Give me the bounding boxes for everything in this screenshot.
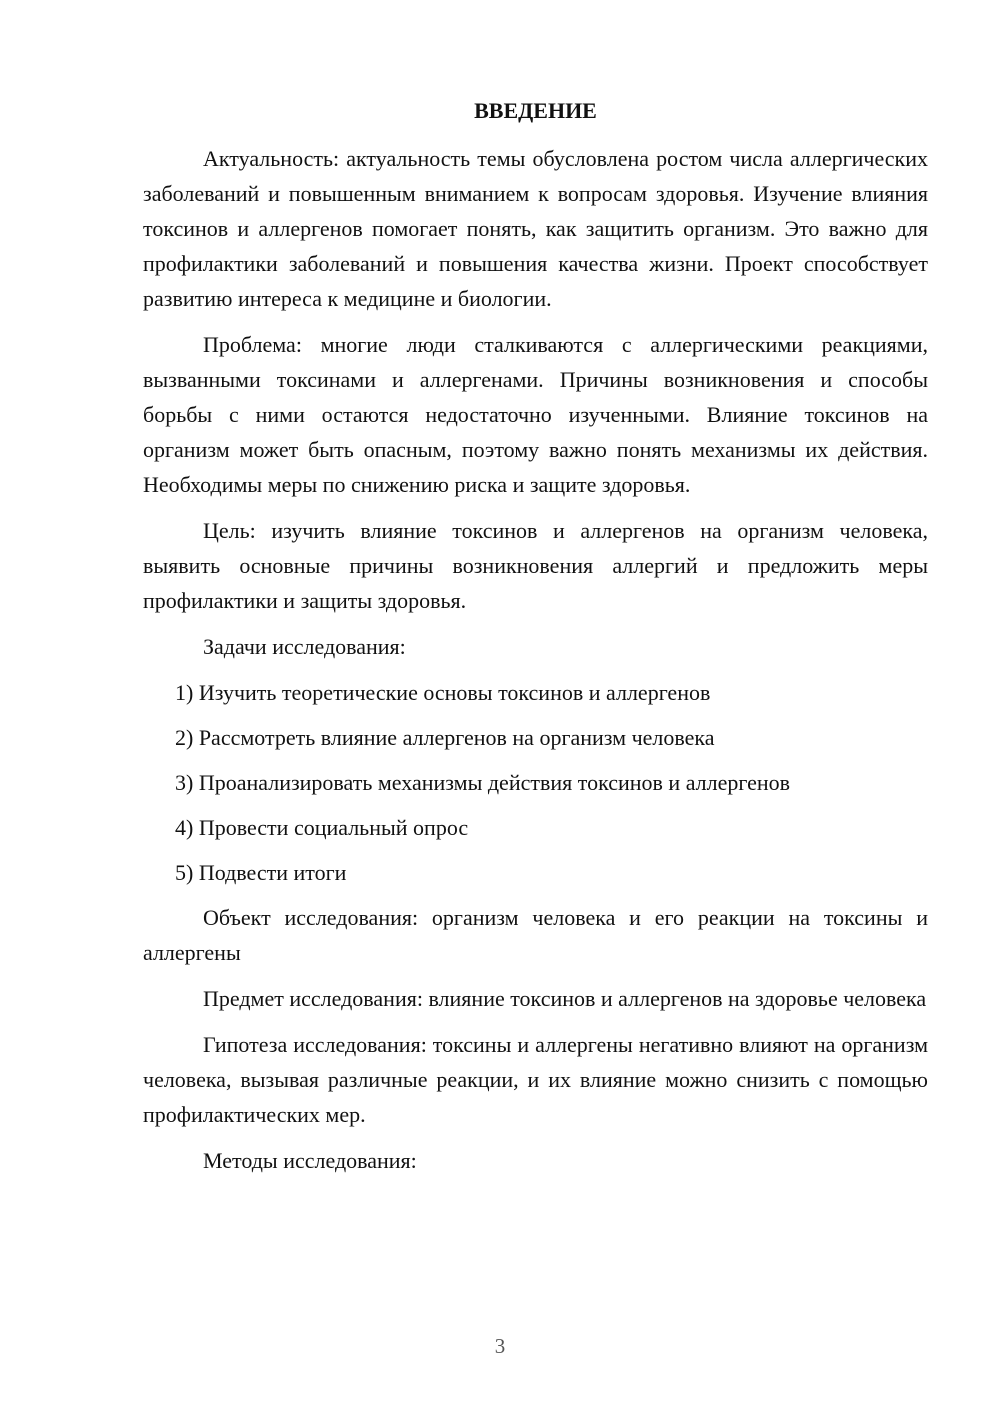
list-item: 5) Подвести итоги [175, 860, 347, 885]
list-item: 2) Рассмотреть влияние аллергенов на организм человека [175, 725, 715, 750]
page-title: ВВЕДЕНИЕ [474, 98, 597, 123]
tasks-heading: Задачи исследования: [203, 634, 406, 659]
page-content [143, 96, 928, 1189]
methods-heading: Методы исследования: [203, 1148, 417, 1173]
problem-paragraph: Проблема: многие люди сталкиваются с аллергическими реакциями, вызванными токсинами и аллергенами. Причины возникновения и способы борьбы с ними остаются недостаточно изученными. Влияние токсинов на организм может быть опасным, поэтому важно понять механизмы их действия. Необходимы меры по снижению риска и защите здоровья. [143, 332, 928, 497]
subject-paragraph: Предмет исследования: влияние токсинов и аллергенов на здоровье человека [203, 986, 927, 1011]
tasks-list [143, 675, 928, 890]
relevance-paragraph: Актуальность: актуальность темы обусловлена ростом числа аллергических заболеваний и повышенным вниманием к вопросам здоровья. Изучение влияния токсинов и аллергенов помогает понять, как защитить организм. Это важно для профилактики заболеваний и повышения качества жизни. Проект способствует развитию интереса к медицине и биологии. [143, 146, 928, 311]
list-item: 3) Проанализировать механизмы действия токсинов и аллергенов [175, 770, 791, 795]
list-item: 1) Изучить теоретические основы токсинов и аллергенов [175, 680, 711, 705]
page-number: 3 [494, 1334, 506, 1358]
hypothesis-paragraph: Гипотеза исследования: токсины и аллергены негативно влияют на организм человека, вызывая различные реакции, и их влияние можно снизить с помощью профилактических мер. [143, 1032, 928, 1127]
list-item: 4) Провести социальный опрос [175, 815, 469, 840]
object-paragraph: Объект исследования: организм человека и его реакции на токсины и аллергены [143, 905, 928, 965]
goal-paragraph: Цель: изучить влияние токсинов и аллергенов на организм человека, выявить основные причины возникновения аллергий и предложить меры профилактики и защиты здоровья. [143, 518, 928, 613]
